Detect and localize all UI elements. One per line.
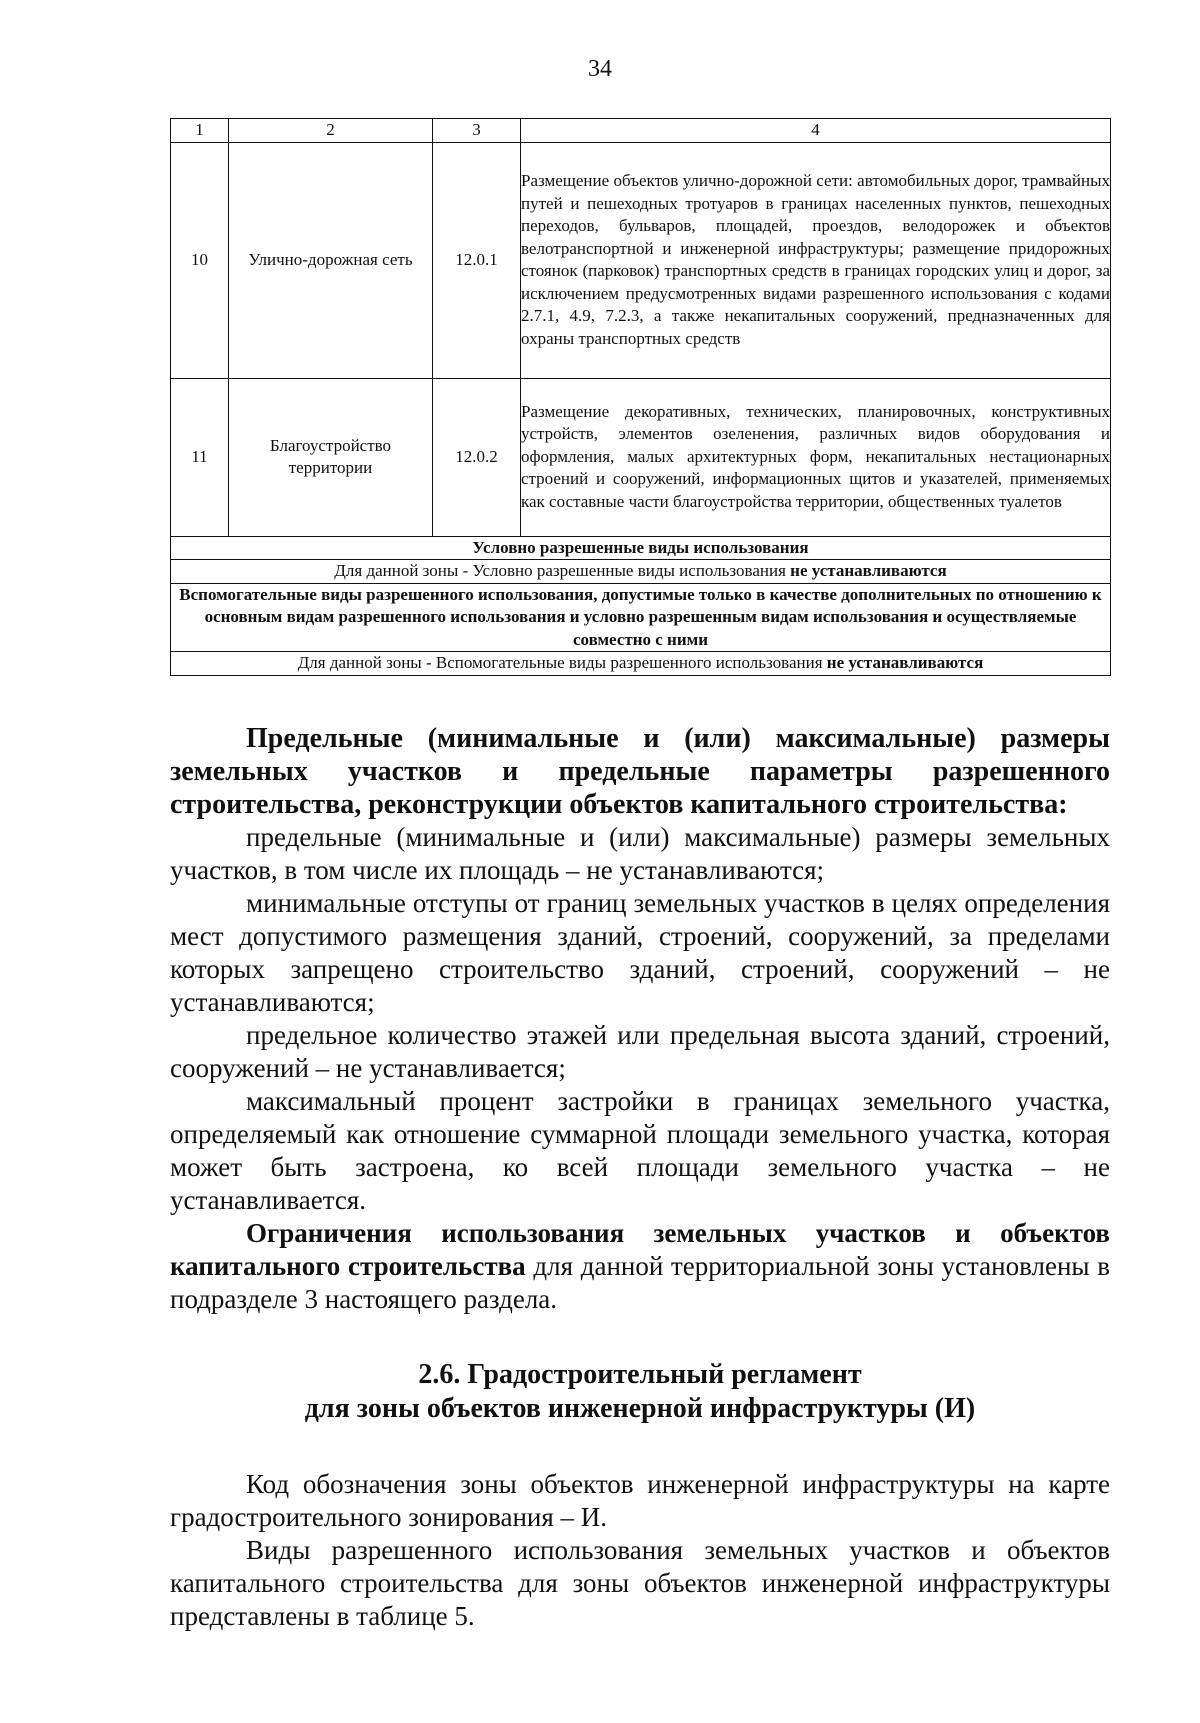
auxiliary-uses-note	[171, 652, 1111, 676]
limits-heading: Предельные (минимальные и (или) максимальные) размеры земельных участков и предельные параметры разрешенного строительства, реконструкции объектов капитального строительства:	[170, 723, 1110, 820]
table-row	[171, 142, 1111, 378]
paragraph-coverage: максимальный процент застройки в границах земельного участка, определяемый как отношение суммарной площади земельного участка, которая может быть застроена, ко всей площади земельного участка – не устанавливается.	[170, 1086, 1110, 1215]
table-row	[171, 378, 1111, 536]
paragraph-use-types: Виды разрешенного использования земельных участков и объектов капитального строительства для зоны объектов инженерной инфраструктуры представлены в таблице 5.	[170, 1535, 1110, 1631]
paragraph-restrictions	[170, 1217, 1110, 1316]
section-title	[170, 1358, 1110, 1426]
auxiliary-note-status: не устанавливаются	[826, 653, 984, 672]
conditional-note-row	[171, 560, 1111, 584]
auxiliary-uses-heading: Вспомогательные виды разрешенного использования, допустимые только в качестве дополнительных по отношению к основным видам разрешенного использования и условно разрешенным видам использования и осуществляемые совместно с ними	[171, 583, 1111, 652]
use-type-name: Благоустройство территории	[229, 378, 433, 536]
table-header-row	[171, 119, 1111, 143]
conditional-uses-note	[171, 560, 1111, 584]
conditional-heading-row	[171, 536, 1111, 560]
auxiliary-note-row	[171, 652, 1111, 676]
header-cell-2: 2	[229, 119, 433, 143]
restrictions-bold: Ограничения использования земельных участков и объектов капитального строительства	[170, 1218, 1110, 1281]
use-type-code: 12.0.2	[433, 378, 521, 536]
use-type-description: Размещение объектов улично-дорожной сети: автомобильных дорог, трамвайных путей и пешеходных тротуаров в границах населенных пунктов, пешеходных переходов, бульваров, площадей, проездов, велодорожек и объектов велотранспортной и инженерной инфраструктуры; размещение придорожных стоянок (парковок) транспортных средств в границах городских улиц и дорог, за исключением предусмотренных видами разрешенного использования с кодами 2.7.1, 4.9, 7.2.3, а также некапитальных сооружений, предназначенных для охраны транспортных средств	[521, 142, 1111, 378]
auxiliary-note-prefix: Для данной зоны - Вспомогательные виды разрешенного использования	[297, 653, 827, 672]
row-number: 10	[171, 142, 229, 378]
permitted-use-table	[170, 118, 1111, 676]
use-type-description: Размещение декоративных, технических, планировочных, конструктивных устройств, элементов озеленения, различных видов оборудования и оформления, малых архитектурных форм, некапитальных нестационарных строений и сооружений, информационных щитов и указателей, применяемых как составные части благоустройства территории, общественных туалетов	[521, 378, 1111, 536]
restrictions-rest: для данной территориальной зоны установлены в подразделе 3 настоящего раздела.	[170, 1251, 1110, 1314]
use-type-code: 12.0.1	[433, 142, 521, 378]
page-number: 34	[588, 56, 612, 82]
regulation-body-text	[170, 722, 1110, 1633]
use-type-name: Улично-дорожная сеть	[229, 142, 433, 378]
section-title-line2: для зоны объектов инженерной инфраструктуры (И)	[304, 1393, 976, 1424]
header-cell-3: 3	[433, 119, 521, 143]
header-cell-1: 1	[171, 119, 229, 143]
auxiliary-heading-row	[171, 583, 1111, 652]
section-title-line1: 2.6. Градостроительный регламент	[418, 1359, 862, 1390]
paragraph-zone-code: Код обозначения зоны объектов инженерной инфраструктуры на карте градостроительного зонирования – И.	[170, 1469, 1110, 1532]
paragraph-floors: предельное количество этажей или предельная высота зданий, строений, сооружений – не устанавливается;	[170, 1020, 1110, 1083]
paragraph-plot-size: предельные (минимальные и (или) максимальные) размеры земельных участков, в том числе их площадь – не устанавливаются;	[170, 822, 1110, 885]
row-number: 11	[171, 378, 229, 536]
conditional-uses-heading: Условно разрешенные виды использования	[171, 536, 1111, 560]
conditional-note-prefix: Для данной зоны - Условно разрешенные виды использования	[334, 561, 791, 580]
conditional-note-status: не устанавливаются	[790, 561, 947, 580]
header-cell-4: 4	[521, 119, 1111, 143]
paragraph-setbacks: минимальные отступы от границ земельных участков в целях определения мест допустимого размещения зданий, строений, сооружений, за пределами которых запрещено строительство зданий, строений, сооружений – не устанавливаются;	[170, 888, 1110, 1017]
